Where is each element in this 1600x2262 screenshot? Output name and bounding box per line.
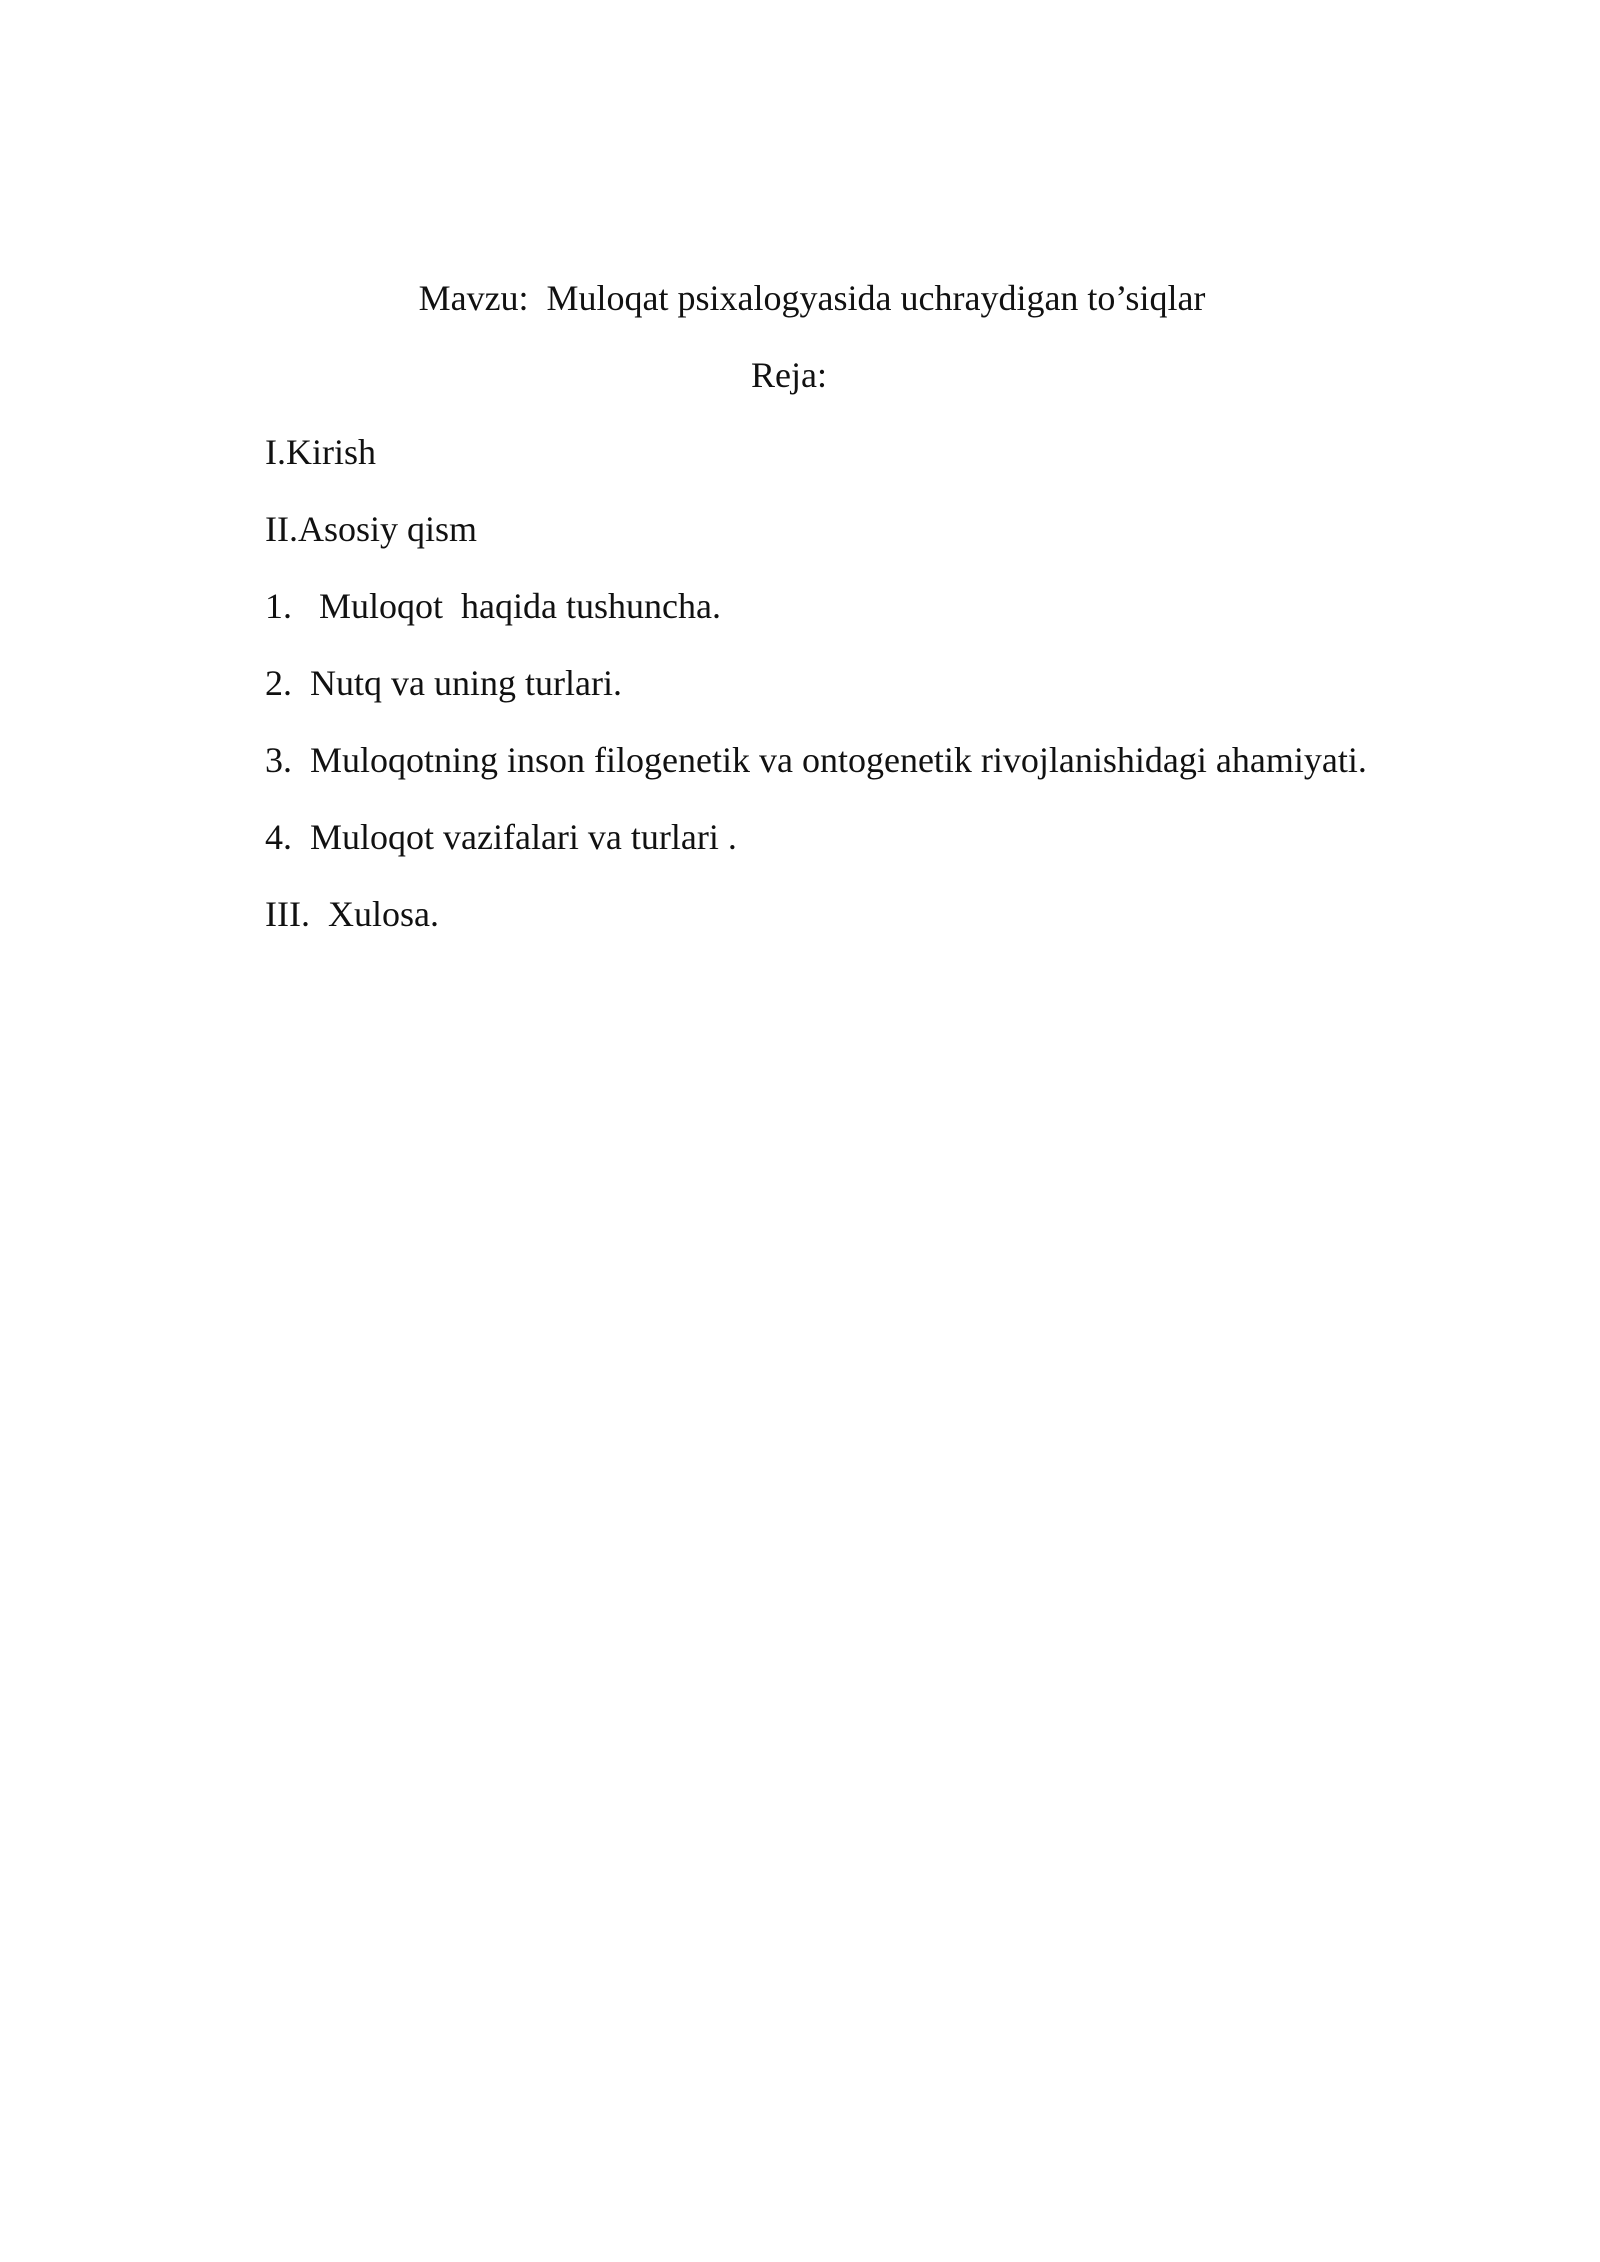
title-text: Mavzu: Muloqat psixalogyasida uchraydigan to’siqlar <box>418 278 1206 318</box>
plan-item-text: Muloqot vazifalari va turlari . <box>310 817 737 857</box>
plan-item-marker: 1. <box>265 586 319 626</box>
plan-item-marker: 2. <box>265 663 310 703</box>
plan-item-marker: II. <box>265 509 298 549</box>
plan-item-marker: I. <box>265 432 286 472</box>
plan-item-marker: 3. <box>265 740 310 780</box>
plan-item-text: Kirish <box>286 432 376 472</box>
plan-item-conclusion <box>229 848 439 980</box>
plan-heading-text: Reja: <box>751 355 827 395</box>
plan-item-text: Asosiy qism <box>297 509 478 549</box>
plan-item-marker: III. <box>265 894 328 934</box>
plan-item-text: Muloqot haqida tushuncha. <box>319 586 721 626</box>
plan-item-marker: 4. <box>265 817 310 857</box>
plan-item-text: Muloqotning inson filogenetik va ontogenetik rivojlanishidagi ahamiyati. <box>310 740 1367 780</box>
plan-item-text: Nutq va uning turlari. <box>310 663 622 703</box>
plan-item-text: Xulosa. <box>327 894 439 934</box>
